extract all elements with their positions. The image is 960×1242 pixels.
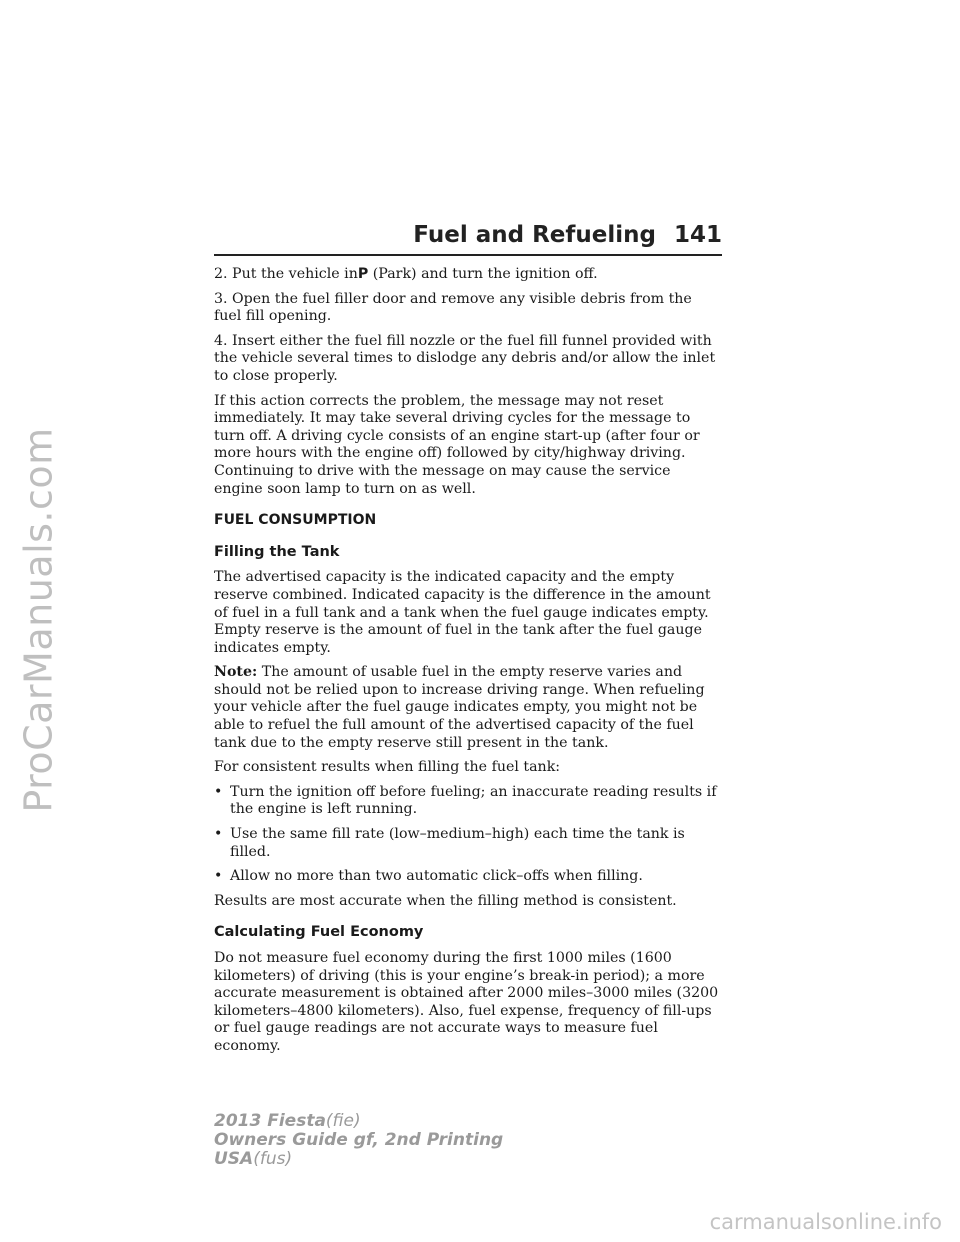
footer-line-3 bbox=[214, 1150, 503, 1169]
page-number: 141 bbox=[673, 222, 722, 248]
step-2-after: (Park) and turn the ignition off. bbox=[368, 266, 598, 282]
note-paragraph bbox=[214, 664, 722, 752]
bullet-icon: • bbox=[214, 868, 223, 885]
list-item-text: Use the same fill rate (low–medium–high) each time the tank is filled. bbox=[230, 826, 685, 860]
note-label: Note: bbox=[214, 664, 258, 681]
bullet-icon: • bbox=[214, 826, 223, 843]
footer-market: USA bbox=[214, 1149, 254, 1169]
step-2-before: 2. Put the vehicle in bbox=[214, 266, 358, 282]
page-footer bbox=[214, 1112, 503, 1169]
manual-page bbox=[214, 222, 722, 1063]
heading-calculating-fuel-economy: Calculating Fuel Economy bbox=[214, 924, 424, 941]
paragraph-capacity: The advertised capacity is the indicated capacity and the empty reserve combined. Indicated capacity is the difference in the amount of fuel in a full tank and a tank when the fuel gauge indicates empty. Empty reserve is the amount of fuel in the tank after the fuel gauge indicates empty. bbox=[214, 569, 711, 656]
section-title: Fuel and Refueling bbox=[413, 222, 656, 248]
footer-model: 2013 Fiesta bbox=[214, 1111, 326, 1131]
bullet-icon: • bbox=[214, 783, 223, 800]
step-2 bbox=[214, 266, 722, 284]
list-item-text: Allow no more than two automatic click–offs when filling. bbox=[230, 868, 643, 885]
paragraph-correct: If this action corrects the problem, the message may not reset immediately. It may take several driving cycles for the message to turn off. A driving cycle consists of an engine start-up (after four or more hours with the engine off) followed by city/highway driving. Continuing to drive with the message on may cause the service engine soon lamp to turn on as well. bbox=[214, 392, 700, 497]
footer-model-code: (fie) bbox=[325, 1111, 361, 1131]
list-item bbox=[214, 784, 722, 819]
heading-fuel-consumption: FUEL CONSUMPTION bbox=[214, 512, 377, 529]
step-3: 3. Open the fuel filler door and remove any visible debris from the fuel fill opening. bbox=[214, 290, 692, 325]
note-text: The amount of usable fuel in the empty reserve varies and should not be relied upon to increase driving range. When refueling your vehicle after the fuel gauge indicates empty, you might not be able to refuel the full amount of the advertised capacity of the fuel tank due to the empty reserve still present in the tank. bbox=[214, 664, 705, 751]
footer-market-code: (fus) bbox=[253, 1149, 293, 1169]
site-watermark: carmanualsonline.info bbox=[709, 1210, 942, 1234]
paragraph-consistent: For consistent results when filling the fuel tank: bbox=[214, 759, 561, 776]
page-body bbox=[214, 266, 722, 1056]
step-2-park-letter: P bbox=[357, 266, 369, 282]
heading-filling-tank: Filling the Tank bbox=[214, 543, 340, 560]
step-4: 4. Insert either the fuel fill nozzle or the fuel fill funnel provided with the vehicle several times to dislodge any debris and/or allow the inlet to close properly. bbox=[214, 332, 716, 384]
side-watermark bbox=[4, 300, 74, 940]
footer-line-1 bbox=[214, 1112, 503, 1131]
list-item bbox=[214, 868, 722, 886]
list-item bbox=[214, 826, 722, 861]
page-header bbox=[214, 222, 722, 256]
paragraph-measure: Do not measure fuel economy during the first 1000 miles (1600 kilometers) of driving (this is your engine’s break-in period); a more accurate measurement is obtained after 2000 miles–3000 miles (3200 kilometers–4800 kilometers). Also, fuel expense, frequency of fill-ups or fuel gauge readings are not accurate ways to measure fuel economy. bbox=[214, 950, 719, 1054]
list-item-text: Turn the ignition off before fueling; an inaccurate reading results if the engine is left running. bbox=[230, 783, 717, 818]
side-watermark-text: ProCarManuals.com bbox=[17, 427, 62, 813]
footer-line-2: Owners Guide gf, 2nd Printing bbox=[214, 1130, 504, 1150]
paragraph-results: Results are most accurate when the filling method is consistent. bbox=[214, 892, 677, 909]
